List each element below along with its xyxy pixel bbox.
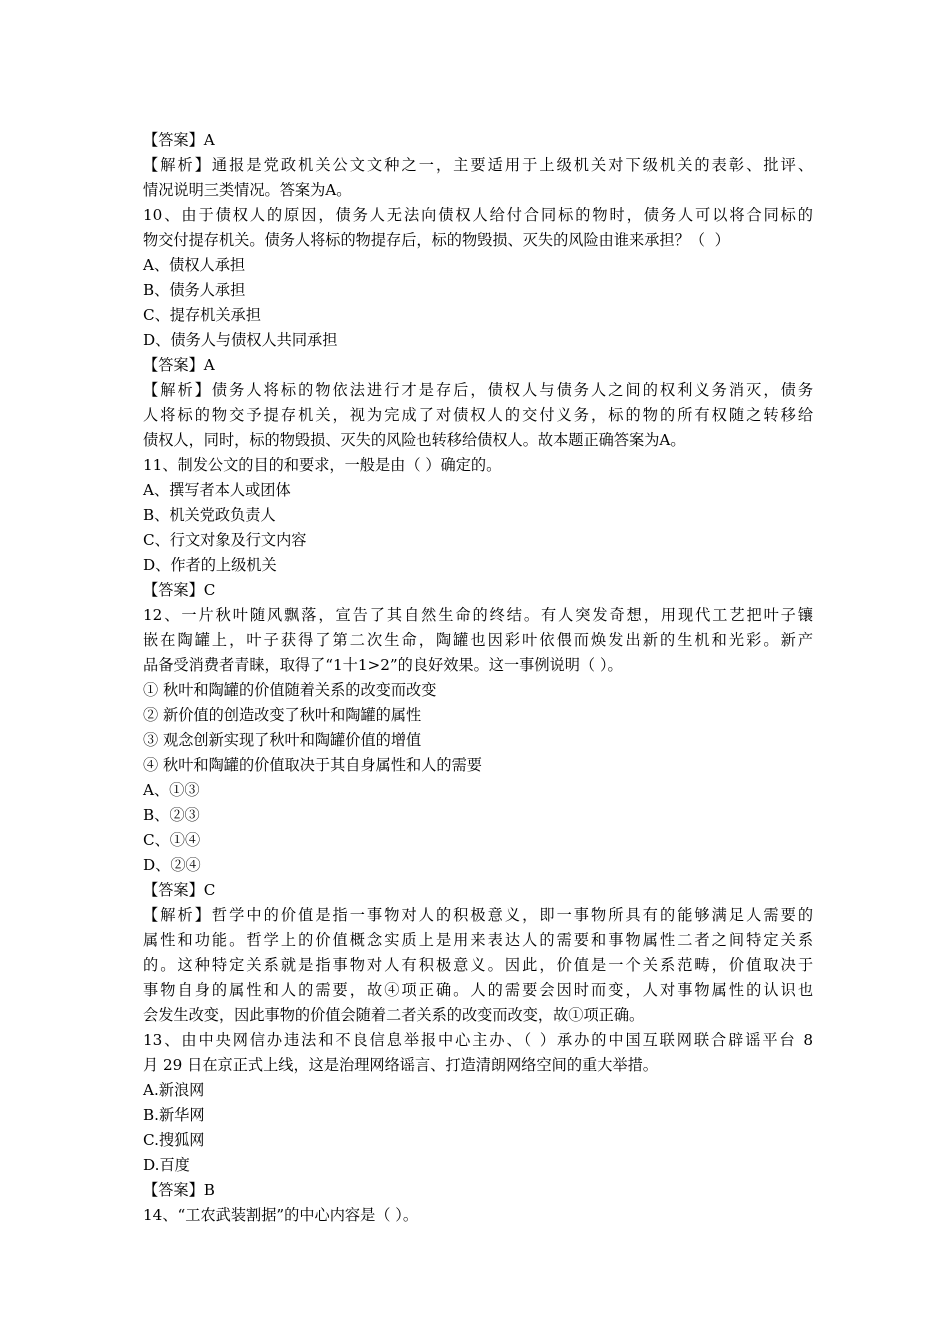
text-line: 嵌在陶罐上，叶子获得了第二次生命，陶罐也因彩叶依偎而焕发出新的生机和光彩。新产 [143,631,813,649]
text-line: A、撰写者本人或团体 [143,481,291,499]
document-body [143,128,813,1228]
text-line: 人将标的物交予提存机关，视为完成了对债权人的交付义务，标的物的所有权随之转移给 [143,406,813,424]
text-line: 的。这种特定关系就是指事物对人有积极意义。因此，价值是一个关系范畴，价值取决于 [143,956,813,974]
text-line: 10、由于债权人的原因，债务人无法向债权人给付合同标的物时，债务人可以将合同标的 [143,206,813,224]
text-line: ④ 秋叶和陶罐的价值取决于其自身属性和人的需要 [143,756,482,774]
text-line: 事物自身的属性和人的需要，故④项正确。人的需要会因时而变，人对事物属性的认识也 [143,981,813,999]
text-line: D、②④ [143,856,201,874]
text-line: B.新华网 [143,1106,205,1124]
text-line: 【答案】A [143,356,215,374]
text-line: 月 29 日在京正式上线，这是治理网络谣言、打造清朗网络空间的重大举措。 [143,1056,658,1074]
text-line: 【答案】B [143,1181,215,1199]
text-line: B、机关党政负责人 [143,506,276,524]
text-line: D、作者的上级机关 [143,556,277,574]
text-line: ② 新价值的创造改变了秋叶和陶罐的属性 [143,706,422,724]
text-line: 【答案】A [143,131,215,149]
text-line: 12、一片秋叶随风飘落，宣告了其自然生命的终结。有人突发奇想，用现代工艺把叶子镶 [143,606,813,624]
text-line: ① 秋叶和陶罐的价值随着关系的改变而改变 [143,681,437,699]
text-line: 物交付提存机关。债务人将标的物提存后，标的物毁损、灭失的风险由谁来承担？（ ） [143,231,730,249]
text-line: 14、“工农武装割据”的中心内容是（ ）。 [143,1206,419,1224]
text-line: A、债权人承担 [143,256,246,274]
text-line: 【答案】C [143,581,216,599]
text-line: 品备受消费者青睐，取得了“1十1>2”的良好效果。这一事例说明（ ）。 [143,656,623,674]
text-line: C、①④ [143,831,201,849]
text-line: ③ 观念创新实现了秋叶和陶罐价值的增值 [143,731,422,749]
text-line: 11、制发公文的目的和要求，一般是由（ ）确定的。 [143,456,502,474]
text-line: D.百度 [143,1156,190,1174]
text-line: 13、由中央网信办违法和不良信息举报中心主办、（ ）承办的中国互联网联合辟谣平台 8 [143,1031,813,1049]
text-line: C.搜狐网 [143,1131,205,1149]
text-line: D、债务人与债权人共同承担 [143,331,338,349]
text-line: 会发生改变，因此事物的价值会随着二者关系的改变而改变，故①项正确。 [143,1006,645,1024]
text-line: C、提存机关承担 [143,306,261,324]
text-line: 【解析】哲学中的价值是指一事物对人的积极意义，即一事物所具有的能够满足人需要的 [143,906,813,924]
text-line: 【答案】C [143,881,216,899]
text-line: 【解析】债务人将标的物依法进行才是存后，债权人与债务人之间的权利义务消灭，债务 [143,381,813,399]
text-line: B、②③ [143,806,200,824]
text-line: 属性和功能。哲学上的价值概念实质上是用来表达人的需要和事物属性二者之间特定关系 [143,931,813,949]
text-line: A.新浪网 [143,1081,205,1099]
text-line: 债权人，同时，标的物毁损、灭失的风险也转移给债权人。故本题正确答案为A。 [143,431,686,449]
text-line: B、债务人承担 [143,281,246,299]
text-line: C、行文对象及行文内容 [143,531,307,549]
text-line: A、①③ [143,781,200,799]
text-line: 【解析】通报是党政机关公文文种之一，主要适用于上级机关对下级机关的表彰、批评、 [143,156,813,174]
text-line: 情况说明三类情况。答案为A。 [143,181,352,199]
